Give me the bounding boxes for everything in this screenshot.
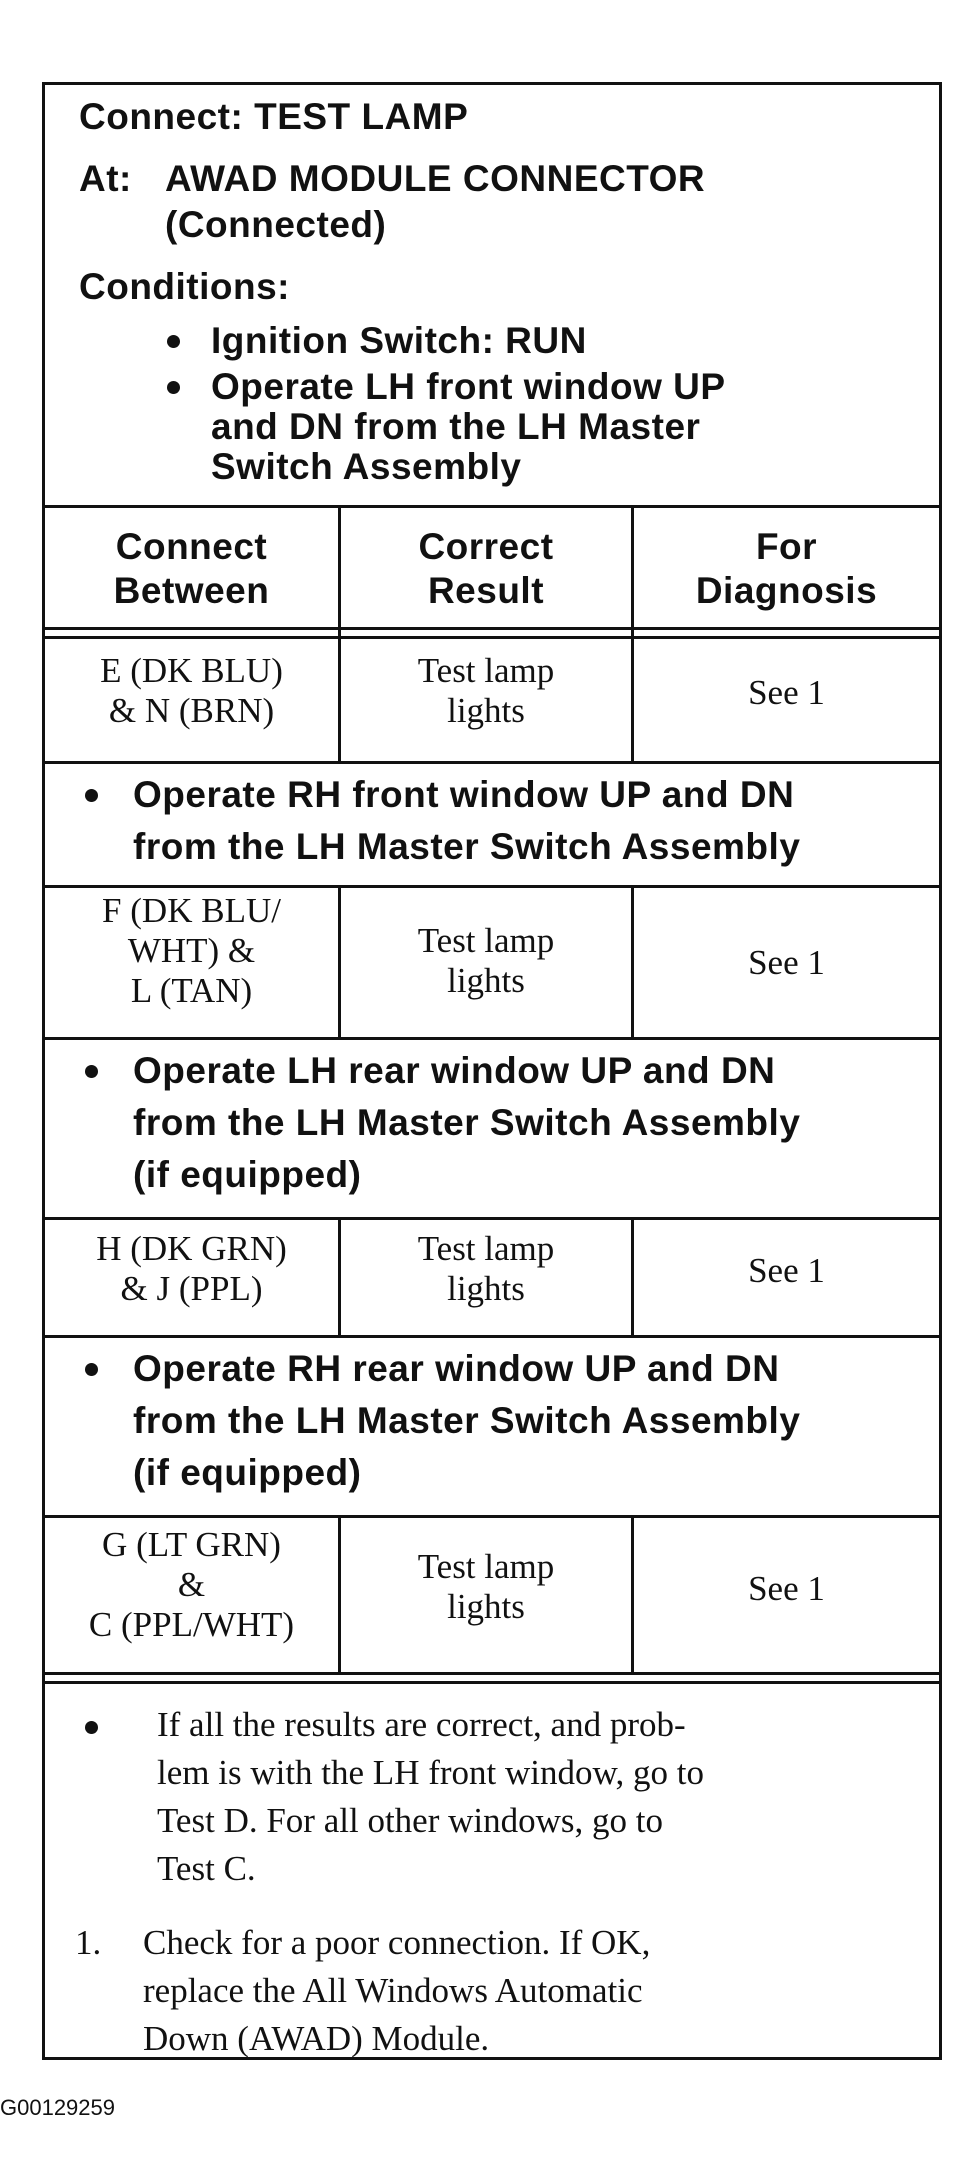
column-header-correct-result: Correct Result	[418, 526, 554, 611]
step-2-line1: Operate LH rear window UP and DN	[133, 1050, 776, 1091]
row-4-diagnosis: See 1	[748, 1569, 825, 1608]
step-3-line2: from the LH Master Switch Assembly	[133, 1400, 801, 1441]
connect-line: Connect: TEST LAMP	[79, 96, 469, 137]
footer-double-rule	[45, 1672, 939, 1684]
step-1-line1: Operate RH front window UP and DN	[133, 774, 795, 815]
divider	[45, 1515, 939, 1518]
row-2-between: F (DK BLU/ WHT) & L (TAN)	[102, 891, 281, 1010]
figure-id-caption: G00129259	[0, 2095, 115, 2120]
at-label: At:	[79, 158, 132, 199]
row-4-between: G (LT GRN) & C (PPL/WHT)	[88, 1525, 295, 1644]
row-1-between: E (DK BLU) & N (BRN)	[100, 651, 283, 730]
bullet-icon	[85, 1721, 98, 1734]
condition-2-line2: and DN from the LH Master	[211, 406, 701, 447]
conditions-label: Conditions:	[79, 266, 291, 307]
footer-item-text: Check for a poor connection. If OK, replace the All Windows Automatic Down (AWAD) Module.	[143, 1923, 651, 2058]
step-2-line2: from the LH Master Switch Assembly	[133, 1102, 801, 1143]
bullet-icon	[85, 1065, 98, 1078]
footer-note: If all the results are correct, and prob- lem is with the LH front window, go to Test D. For all other windows, go to Test C.	[157, 1705, 704, 1888]
divider	[45, 1217, 939, 1220]
row-2-diagnosis: See 1	[748, 943, 825, 982]
step-2-line3: (if equipped)	[133, 1154, 362, 1195]
bullet-icon	[167, 381, 180, 394]
condition-2-line3: Switch Assembly	[211, 446, 522, 487]
row-3-result: Test lamp lights	[417, 1229, 555, 1308]
step-3-line1: Operate RH rear window UP and DN	[133, 1348, 780, 1389]
row-1-result: Test lamp lights	[417, 651, 555, 730]
divider	[45, 761, 939, 764]
row-3-between: H (DK GRN) & J (PPL)	[96, 1229, 287, 1308]
bullet-icon	[167, 335, 180, 348]
footer-item-number: 1.	[75, 1923, 102, 1962]
row-4-result: Test lamp lights	[417, 1547, 555, 1626]
column-header-connect-between: Connect Between	[113, 526, 270, 611]
bullet-icon	[85, 789, 98, 802]
step-1-line2: from the LH Master Switch Assembly	[133, 826, 801, 867]
header-double-rule	[45, 627, 939, 639]
step-3-line3: (if equipped)	[133, 1452, 362, 1493]
divider	[45, 1335, 939, 1338]
column-header-for-diagnosis: For Diagnosis	[695, 526, 878, 611]
bullet-icon	[85, 1363, 98, 1376]
row-2-result: Test lamp lights	[417, 921, 555, 1000]
divider	[45, 505, 939, 508]
at-value-line2: (Connected)	[165, 204, 387, 245]
procedure-table	[42, 82, 942, 2060]
condition-1: Ignition Switch: RUN	[211, 320, 587, 361]
at-value-line1: AWAD MODULE CONNECTOR	[165, 158, 706, 199]
divider	[45, 1037, 939, 1040]
divider	[45, 885, 939, 888]
row-1-diagnosis: See 1	[748, 673, 825, 712]
condition-2-line1: Operate LH front window UP	[211, 366, 726, 407]
row-3-diagnosis: See 1	[748, 1251, 825, 1290]
